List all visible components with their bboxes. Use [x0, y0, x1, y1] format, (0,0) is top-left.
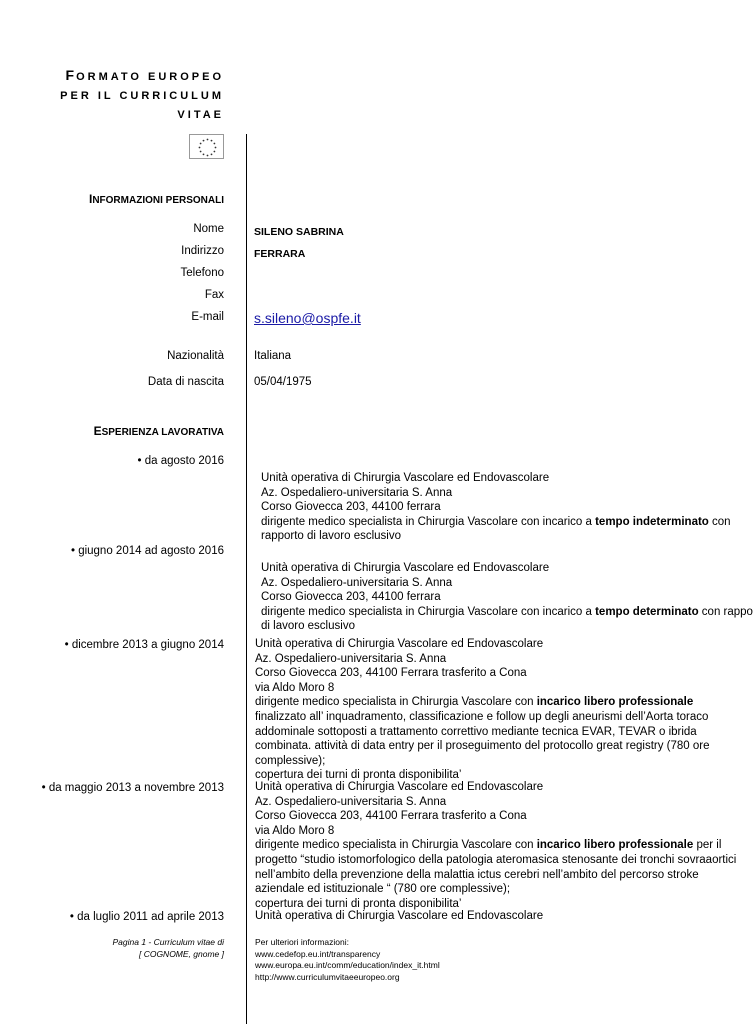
- job-line: progetto “studio istomorfologico della patologia ateromasica stenosante dei tronchi sovraaortici: [255, 853, 737, 866]
- job-line: Unità operativa di Chirurgia Vascolare ed Endovascolare: [255, 638, 544, 650]
- job-line: Az. Ospedaliero-universitaria S. Anna: [255, 795, 447, 808]
- job-line: addominale sottoposti a trattamento correttivo mediante tecnica EVAR, TEVAR o ibrida: [255, 725, 697, 738]
- job-details: [255, 637, 710, 783]
- document-title: [60, 66, 224, 125]
- job-line: nell’ambito della prevenzione della malattia ictus cerebri nell’ambito del percorso stroke: [255, 868, 699, 881]
- job-period: • dicembre 2013 a giugno 2014: [64, 639, 224, 651]
- job-details: [255, 780, 736, 911]
- footer-link[interactable]: www.cedefop.eu.int/transparency: [255, 948, 381, 959]
- value-nazionalita: Italiana: [254, 350, 292, 362]
- value-indirizzo: FERRARA: [254, 248, 306, 260]
- footer-page-number: Pagina 1 - Curriculum vitae di: [112, 937, 224, 947]
- job-line: Az. Ospedaliero-universitaria S. Anna: [261, 576, 453, 589]
- label-data-nascita: Data di nascita: [147, 376, 224, 388]
- job-line: via Aldo Moro 8: [255, 824, 335, 837]
- job-line: Corso Giovecca 203, 44100 ferrara: [261, 501, 441, 514]
- title-line-3: VITAE: [177, 109, 224, 121]
- footer-links: [255, 937, 440, 983]
- job-line: Az. Ospedaliero-universitaria S. Anna: [261, 486, 453, 499]
- email-link[interactable]: s.sileno@ospfe.it: [254, 310, 361, 326]
- job-line: combinata. attività di data entry per il proseguimento del protocollo great registry (780 ore: [255, 740, 710, 753]
- column-divider: [246, 134, 247, 1024]
- job-line: Unità operativa di Chirurgia Vascolare ed Endovascolare: [255, 781, 544, 793]
- job-details: [261, 561, 753, 634]
- job-role: dirigente medico specialista in Chirurgia Vascolare con incarico libero professionale per il: [255, 839, 722, 852]
- title-line-2: PER IL CURRICULUM: [60, 90, 224, 102]
- label-nome: Nome: [193, 223, 224, 235]
- job-details: [255, 909, 543, 924]
- job-line: copertura dei turni di pronta disponibilita’: [255, 897, 462, 910]
- value-data-nascita: 05/04/1975: [254, 376, 312, 388]
- job-line: di lavoro esclusivo: [261, 620, 355, 633]
- footer-link[interactable]: www.europa.eu.int/comm/education/index_it.html: [255, 960, 440, 970]
- label-nazionalita: Nazionalità: [167, 350, 224, 362]
- title-line-1: FORMATO EUROPEO: [65, 67, 224, 83]
- job-role: dirigente medico specialista in Chirurgia Vascolare con incarico a tempo determinato con rappo: [261, 605, 753, 618]
- job-period: • giugno 2014 ad agosto 2016: [70, 545, 224, 557]
- job-period: • da maggio 2013 a novembre 2013: [41, 782, 224, 794]
- job-line: aziendale ed istituzionale “ (780 ore complessive);: [255, 883, 511, 896]
- job-period: • da luglio 2011 ad aprile 2013: [69, 911, 224, 923]
- value-nome: SILENO SABRINA: [254, 226, 344, 238]
- job-line: copertura dei turni di pronta disponibilita’: [255, 769, 462, 782]
- eu-flag-icon: [189, 134, 224, 159]
- job-line: rapporto di lavoro esclusivo: [261, 530, 401, 543]
- label-email: E-mail: [191, 311, 224, 323]
- label-fax: Fax: [204, 289, 224, 301]
- label-indirizzo: Indirizzo: [181, 245, 224, 257]
- section-personal-info: INFORMAZIONI PERSONALI: [88, 192, 224, 206]
- job-line: finalizzato all’ inquadramento, classificazione e follow up degli aneurismi dell’Aorta toraco: [255, 710, 709, 723]
- job-line: Az. Ospedaliero-universitaria S. Anna: [255, 652, 447, 665]
- job-line: via Aldo Moro 8: [255, 681, 335, 694]
- label-telefono: Telefono: [180, 267, 224, 279]
- job-role: dirigente medico specialista in Chirurgia Vascolare con incarico libero professionale: [255, 696, 694, 709]
- job-line: complessive);: [255, 754, 326, 767]
- job-details: [261, 471, 731, 544]
- footer-info-label: Per ulteriori informazioni:: [255, 937, 350, 947]
- job-line: Corso Giovecca 203, 44100 Ferrara trasferito a Cona: [255, 810, 527, 823]
- job-line: Unità operativa di Chirurgia Vascolare ed Endovascolare: [255, 910, 544, 922]
- section-work-experience: ESPERIENZA LAVORATIVA: [93, 424, 224, 438]
- job-line: Unità operativa di Chirurgia Vascolare ed Endovascolare: [261, 472, 550, 484]
- job-line: Corso Giovecca 203, 44100 ferrara: [261, 591, 441, 604]
- footer-link[interactable]: http://www.curriculumvitaeeuropeo.org: [255, 971, 400, 982]
- job-period: • da agosto 2016: [137, 455, 224, 467]
- job-line: Corso Giovecca 203, 44100 Ferrara trasferito a Cona: [255, 667, 527, 680]
- job-line: Unità operativa di Chirurgia Vascolare ed Endovascolare: [261, 562, 550, 574]
- footer-page-info: [113, 936, 225, 960]
- footer-name-placeholder: [ COGNOME, gnome ]: [138, 949, 224, 959]
- job-role: dirigente medico specialista in Chirurgia Vascolare con incarico a tempo indeterminato con: [261, 515, 731, 528]
